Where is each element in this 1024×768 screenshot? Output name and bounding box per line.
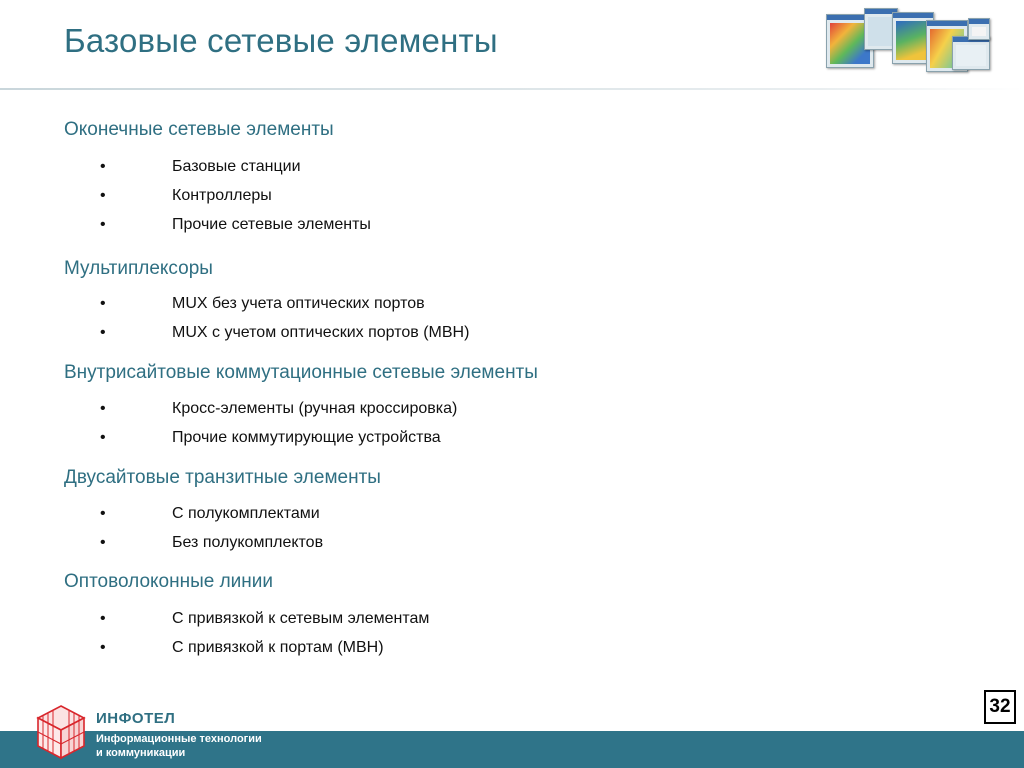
slide-title: Базовые сетевые элементы bbox=[64, 22, 498, 59]
bullet: • bbox=[100, 216, 106, 233]
bullet: • bbox=[100, 324, 106, 341]
bullet: • bbox=[100, 158, 106, 175]
list-item-text: Контроллеры bbox=[172, 187, 272, 204]
bullet: • bbox=[100, 639, 106, 656]
list-item-text: MUX без учета оптических портов bbox=[172, 295, 425, 312]
tagline-line: и коммуникации bbox=[96, 747, 186, 759]
tagline-line: Информационные технологии bbox=[96, 733, 262, 745]
section-title: Двусайтовые транзитные элементы bbox=[64, 467, 381, 488]
page-number: 32 bbox=[984, 690, 1016, 724]
bullet: • bbox=[100, 429, 106, 446]
brand-name: ИНФОТЕЛ bbox=[96, 710, 176, 727]
bullet: • bbox=[100, 400, 106, 417]
bullet: • bbox=[100, 505, 106, 522]
infotel-cube-logo bbox=[34, 703, 88, 761]
list-item-text: Прочие коммутирующие устройства bbox=[172, 429, 441, 446]
list-item-text: Прочие сетевые элементы bbox=[172, 216, 371, 233]
list-item-text: MUX с учетом оптических портов (МВН) bbox=[172, 324, 470, 341]
list-item-text: Кросс-элементы (ручная кроссировка) bbox=[172, 400, 458, 417]
list-item-text: С полукомплектами bbox=[172, 505, 320, 522]
bullet: • bbox=[100, 610, 106, 627]
brand-tagline bbox=[96, 732, 262, 760]
list-item-text: С привязкой к портам (МВН) bbox=[172, 639, 384, 656]
section-title: Внутрисайтовые коммутационные сетевые элементы bbox=[64, 362, 538, 383]
section-title: Оптоволоконные линии bbox=[64, 571, 274, 592]
list-item-text: Базовые станции bbox=[172, 158, 301, 175]
section-title: Мультиплексоры bbox=[64, 258, 213, 279]
bullet: • bbox=[100, 187, 106, 204]
bullet: • bbox=[100, 534, 106, 551]
section-title: Оконечные сетевые элементы bbox=[64, 119, 334, 140]
bullet: • bbox=[100, 295, 106, 312]
list-item-text: Без полукомплектов bbox=[172, 534, 324, 551]
list-item-text: С привязкой к сетевым элементам bbox=[172, 610, 430, 627]
